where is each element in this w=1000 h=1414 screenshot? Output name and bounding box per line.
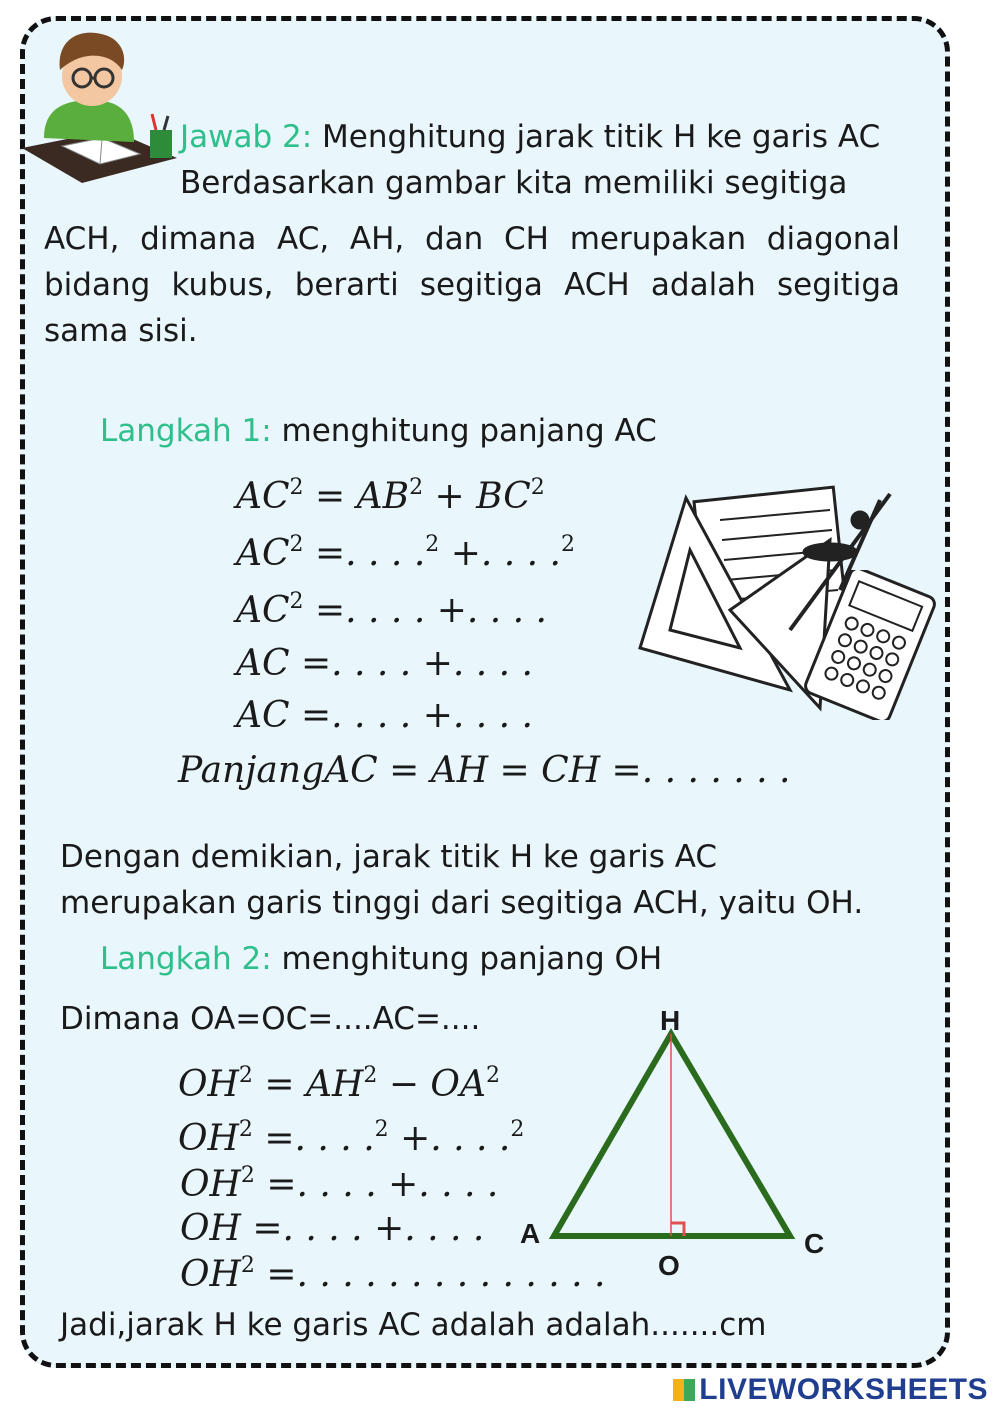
student-reading-icon: [22, 18, 182, 188]
eq-exp: 2: [289, 532, 304, 557]
vertex-label-a: A: [520, 1218, 541, 1249]
step2-heading: [100, 936, 662, 982]
eq-part: +. . . .: [388, 1118, 511, 1159]
eq-part: + BC: [423, 476, 531, 517]
step1-equation-1: [236, 476, 545, 517]
vertex-label-c: C: [804, 1228, 825, 1259]
eq-part: AC: [236, 533, 290, 574]
step2-text: menghitung panjang OH: [271, 941, 663, 977]
step1-equation-6: PanjangAC = AH = CH =. . . . . . .: [178, 750, 791, 791]
step2-equation-4: OH =. . . . +. . . .: [180, 1208, 485, 1249]
step1-equation-5: AC =. . . . +. . . .: [236, 695, 533, 736]
step2-equation-3: [180, 1164, 498, 1205]
eq-part: OH: [178, 1118, 239, 1159]
triangle-ach: [554, 1034, 790, 1236]
eq-part: − OA: [377, 1064, 486, 1105]
eq-exp: 2: [238, 1063, 253, 1088]
eq-exp: 2: [363, 1063, 378, 1088]
triangle-diagram: [540, 1020, 820, 1260]
jawab-text: Menghitung jarak titik H ke garis AC: [312, 119, 881, 155]
eq-exp: 2: [409, 475, 424, 500]
step1-equation-3: [236, 590, 547, 631]
eq-exp: 2: [374, 1117, 389, 1142]
eq-part: =. . . . +. . . .: [254, 1164, 499, 1205]
step1-equation-4: AC =. . . . +. . . .: [236, 643, 533, 684]
eq-part: = AH: [252, 1064, 364, 1105]
eq-exp: 2: [240, 1253, 255, 1278]
logo-icon: [673, 1379, 695, 1401]
eq-part: =. . . . . . . . . . . . . .: [254, 1254, 606, 1295]
eq-part: OH: [178, 1064, 239, 1105]
eq-part: = AB: [303, 476, 410, 517]
step2-equation-2: [178, 1118, 524, 1159]
final-answer-line: Jadi,jarak H ke garis AC adalah adalah.......cm: [60, 1307, 767, 1343]
eq-exp: 2: [425, 532, 440, 557]
jawab-label: Jawab 2:: [180, 119, 313, 155]
calculator-icon: [800, 570, 940, 720]
eq-part: =. . . .: [303, 533, 426, 574]
step1-equation-2: [236, 533, 575, 574]
step1-heading: [100, 408, 657, 454]
conclusion-line-2: merupakan garis tinggi dari segitiga ACH, yaitu OH.: [60, 885, 864, 921]
step2-label: Langkah 2:: [100, 941, 272, 977]
brand-text: LIVEWORKSHEETS: [699, 1373, 988, 1406]
eq-exp: 2: [560, 532, 575, 557]
liveworksheets-logo: [673, 1373, 988, 1407]
point-label-o: O: [658, 1250, 680, 1281]
eq-exp: 2: [240, 1163, 255, 1188]
eq-part: AC: [236, 590, 290, 631]
dimana-line: Dimana OA=OC=....AC=....: [60, 1001, 481, 1037]
conclusion-line-1: Dengan demikian, jarak titik H ke garis AC: [60, 839, 718, 875]
eq-part: =. . . . +. . . .: [303, 590, 547, 631]
eq-part: +. . . .: [439, 533, 561, 574]
step1-text: menghitung panjang AC: [271, 413, 657, 449]
eq-exp: 2: [485, 1063, 500, 1088]
step2-equation-1: [178, 1064, 500, 1105]
eq-exp: 2: [289, 475, 304, 500]
eq-exp: 2: [510, 1117, 525, 1142]
vertex-label-h: H: [660, 1005, 681, 1036]
eq-exp: 2: [238, 1117, 253, 1142]
eq-exp: 2: [289, 589, 304, 614]
eq-exp: 2: [530, 475, 545, 500]
eq-part: AC: [236, 476, 290, 517]
intro-line: Berdasarkan gambar kita memiliki segitiga: [180, 165, 848, 201]
step1-label: Langkah 1:: [100, 413, 272, 449]
eq-part: OH: [180, 1164, 241, 1205]
eq-part: OH: [180, 1254, 241, 1295]
eq-part: =. . . .: [252, 1118, 375, 1159]
step2-equation-5: [180, 1254, 606, 1295]
jawab-line: [180, 114, 880, 160]
intro-paragraph: ACH, dimana AC, AH, dan CH merupakan diagonal bidang kubus, berarti segitiga ACH adalah segitiga sama sisi.: [44, 221, 900, 349]
